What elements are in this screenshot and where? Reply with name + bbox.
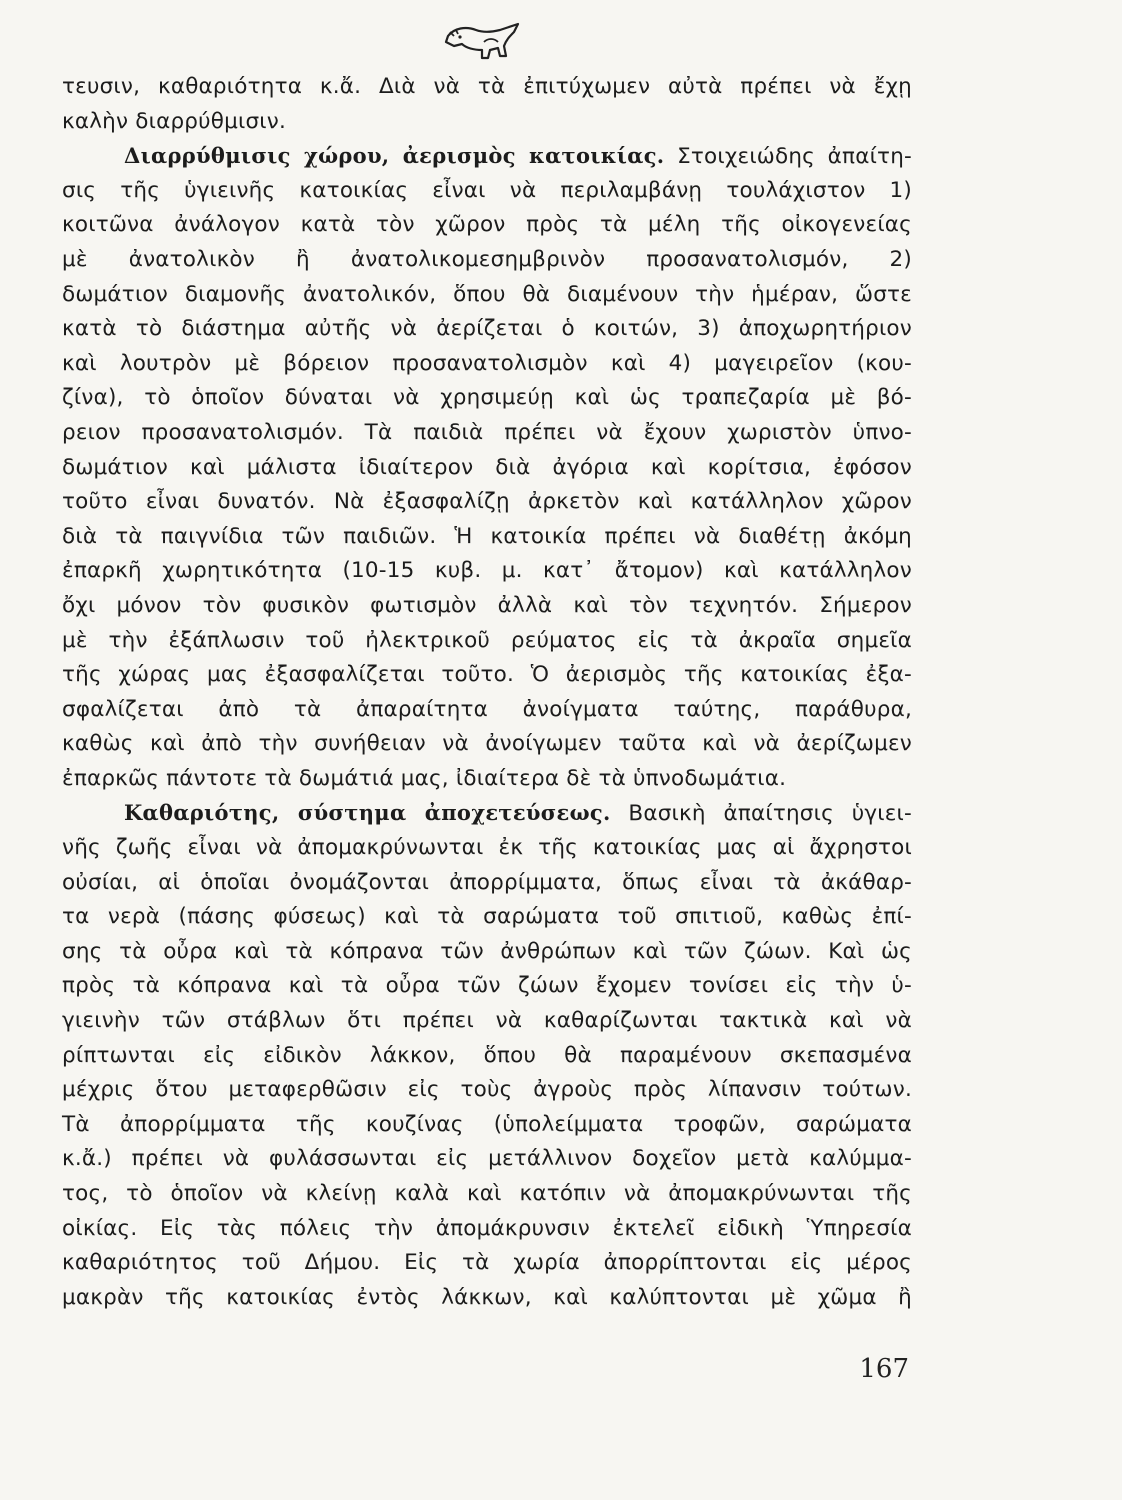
text-line: μὲ τὴν ἐξάπλωσιν τοῦ ἠλεκτρικοῦ ρεύματος εἰς τὰ ἀκραῖα σημεῖα xyxy=(62,627,912,653)
text-line: σης τὰ οὖρα καὶ τὰ κόπρανα τῶν ἀνθρώπων καὶ τῶν ζώων. Καὶ ὡς xyxy=(62,938,912,964)
text-line: οἰκίας. Εἰς τὰς πόλεις τὴν ἀπομάκρυνσιν ἐκτελεῖ εἰδικὴ Ὑπηρεσία xyxy=(62,1215,912,1241)
text-line: κατὰ τὸ διάστημα αὐτῆς νὰ ἀερίζεται ὁ κοιτών, 3) ἀποχωρητήριον xyxy=(62,316,912,342)
text-line: καλὴν διαρρύθμισιν. xyxy=(62,108,287,134)
body-text xyxy=(62,70,912,1315)
animal-ornament-icon xyxy=(440,22,524,66)
text-line: κοιτῶνα ἀνάλογον κατὰ τὸν χῶρον πρὸς τὰ μέλη τῆς οἰκογενείας xyxy=(62,212,912,238)
text-line: δωμάτιον διαμονῆς ἀνατολικόν, ὅπου θὰ διαμένουν τὴν ἡμέραν, ὥστε xyxy=(62,281,912,307)
text-line: τα νερὰ (πάσης φύσεως) καὶ τὰ σαρώματα τοῦ σπιτιοῦ, καθὼς ἐπί- xyxy=(62,904,912,930)
text-line: καθαριότητος τοῦ Δήμου. Εἰς τὰ χωρία ἀπορρίπτονται εἰς μέρος xyxy=(62,1250,912,1276)
text-line: μέχρις ὅτου μεταφερθῶσιν εἰς τοὺς ἀγροὺς πρὸς λίπανσιν τούτων. xyxy=(62,1077,912,1103)
text-line: μὲ ἀνατολικὸν ἢ ἀνατολικομεσημβρινὸν προσανατολισμόν, 2) xyxy=(62,246,912,272)
text-line: ρίπτωνται εἰς εἰδικὸν λάκκον, ὅπου θὰ παραμένουν σκεπασμένα xyxy=(62,1042,912,1068)
text-line: ὄχι μόνον τὸν φυσικὸν φωτισμὸν ἀλλὰ καὶ τὸν τεχνητόν. Σήμερον xyxy=(62,592,912,618)
text-line: τοῦτο εἶναι δυνατόν. Νὰ ἐξασφαλίζῃ ἀρκετὸν καὶ κατάλληλον χῶρον xyxy=(62,489,912,515)
page-number: 167 xyxy=(859,1354,909,1384)
text-line: οὐσίαι, αἱ ὁποῖαι ὀνομάζονται ἀπορρίμματα, ὅπως εἶναι τὰ ἀκάθαρ- xyxy=(62,869,912,895)
text-line: ρειον προσανατολισμόν. Τὰ παιδιὰ πρέπει νὰ ἔχουν χωριστὸν ὑπνο- xyxy=(62,419,912,445)
text-line: νῆς ζωῆς εἶναι νὰ ἀπομακρύνωνται ἐκ τῆς κατοικίας μας αἱ ἄχρηστοι xyxy=(62,835,912,861)
text-line: τῆς χώρας μας ἐξασφαλίζεται τοῦτο. Ὁ ἀερισμὸς τῆς κατοικίας ἐξα- xyxy=(62,662,912,688)
text-line: σις τῆς ὑγιεινῆς κατοικίας εἶναι νὰ περιλαμβάνῃ τουλάχιστον 1) xyxy=(62,177,912,203)
text-line: δωμάτιον καὶ μάλιστα ἰδιαίτερον διὰ ἀγόρια καὶ κορίτσια, ἐφόσον xyxy=(62,454,912,480)
text-line: ἐπαρκῶς πάντοτε τὰ δωμάτιά μας, ἰδιαίτερα δὲ τὰ ὑπνοδωμάτια. xyxy=(62,765,787,791)
text-line: σφαλίζεται ἀπὸ τὰ ἀπαραίτητα ἀνοίγματα ταύτης, παράθυρα, xyxy=(62,696,912,722)
text-line: ἐπαρκῆ χωρητικότητα (10-15 κυβ. μ. κατ᾽ ἄτομον) καὶ κατάλληλον xyxy=(62,558,912,584)
text-line: καὶ λουτρὸν μὲ βόρειον προσανατολισμὸν καὶ 4) μαγειρεῖον (κου- xyxy=(62,350,912,376)
text-fragment: Στοιχειώδης ἀπαίτη- xyxy=(664,144,912,170)
text-line: τευσιν, καθαριότητα κ.ἄ. Διὰ νὰ τὰ ἐπιτύχωμεν αὐτὰ πρέπει νὰ ἔχῃ xyxy=(62,74,912,99)
text-line: πρὸς τὰ κόπρανα καὶ τὰ οὖρα τῶν ζώων ἔχομεν τονίσει εἰς τὴν ὑ- xyxy=(62,973,912,999)
section-heading-line xyxy=(62,139,912,174)
text-line: μακρὰν τῆς κατοικίας ἐντὸς λάκκων, καὶ καλύπτονται μὲ χῶμα ἢ xyxy=(62,1284,912,1310)
text-line: ζίνα), τὸ ὁποῖον δύναται νὰ χρησιμεύῃ καὶ ὡς τραπεζαρία μὲ βό- xyxy=(62,385,912,411)
text-line: Τὰ ἀπορρίμματα τῆς κουζίνας (ὑπολείμματα τροφῶν, σαρώματα xyxy=(62,1111,912,1137)
section-heading-line xyxy=(62,796,912,831)
section-heading: Διαρρύθμισις χώρου, ἀερισμὸς κατοικίας. xyxy=(124,143,665,169)
text-line: διὰ τὰ παιγνίδια τῶν παιδιῶν. Ἡ κατοικία πρέπει νὰ διαθέτῃ ἀκόμη xyxy=(62,523,912,549)
text-fragment: Βασικὴ ἀπαίτησις ὑγιει- xyxy=(610,801,912,827)
text-line: τος, τὸ ὁποῖον νὰ κλείνῃ καλὰ καὶ κατόπιν νὰ ἀπομακρύνωνται τῆς xyxy=(62,1181,912,1206)
text-line: γιεινὴν τῶν στάβλων ὅτι πρέπει νὰ καθαρίζωνται τακτικὰ καὶ νὰ xyxy=(62,1008,912,1034)
section-heading: Καθαριότης, σύστημα ἀποχετεύσεως. xyxy=(124,800,611,826)
text-line: καθὼς καὶ ἀπὸ τὴν συνήθειαν νὰ ἀνοίγωμεν ταῦτα καὶ νὰ ἀερίζωμεν xyxy=(62,731,912,757)
text-line: κ.ἄ.) πρέπει νὰ φυλάσσωνται εἰς μετάλλινον δοχεῖον μετὰ καλύμμα- xyxy=(62,1146,912,1172)
